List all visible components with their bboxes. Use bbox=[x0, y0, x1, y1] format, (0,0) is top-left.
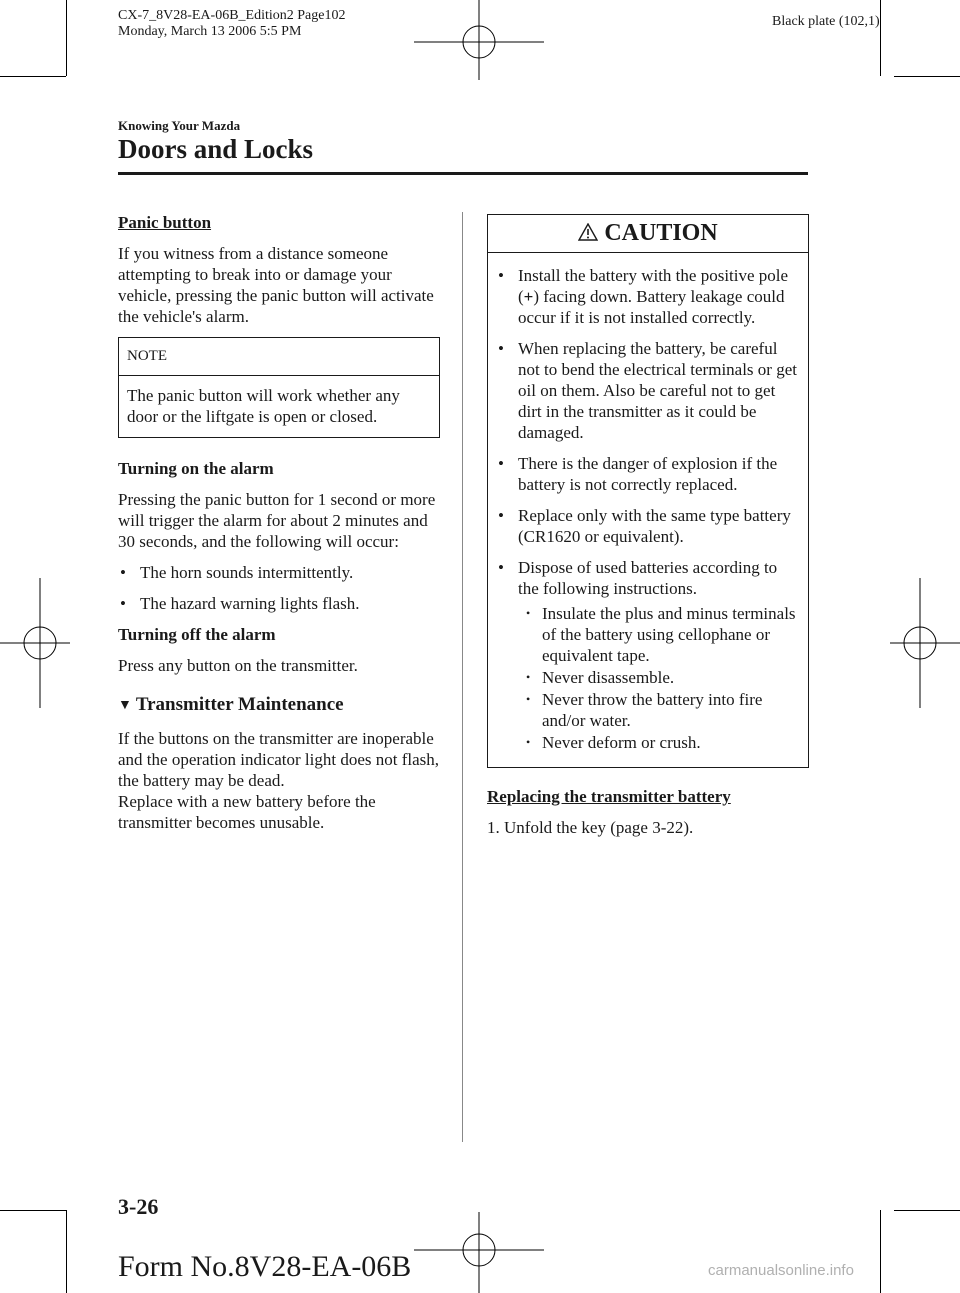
list-item: • The hazard warning lights flash. bbox=[118, 593, 440, 614]
section-label: Knowing Your Mazda bbox=[118, 118, 241, 133]
print-metadata-line2: Monday, March 13 2006 5:5 PM bbox=[118, 24, 302, 39]
list-item: • Never disassemble. bbox=[524, 667, 800, 688]
form-number: Form No.8V28-EA-06B bbox=[118, 1250, 412, 1283]
registration-mark-bottom bbox=[414, 1212, 544, 1293]
maintenance-text-2: Replace with a new battery before the transmitter becomes unusable. bbox=[118, 792, 376, 832]
crop-mark bbox=[880, 0, 881, 76]
crop-mark bbox=[880, 1210, 881, 1293]
triangle-down-icon: ▼ bbox=[118, 698, 132, 713]
print-metadata bbox=[118, 8, 345, 40]
list-item: • Never throw the battery into fire and/or water. bbox=[524, 689, 800, 731]
panic-button-text: If you witness from a distance someone attempting to break into or damage your vehicle, pressing the panic button will activate the vehicle's alarm. bbox=[118, 244, 434, 326]
maintenance-heading bbox=[118, 694, 440, 716]
maintenance-text-1: If the buttons on the transmitter are inoperable and the operation indicator light does not flash, the battery may be dead. bbox=[118, 729, 440, 790]
list-item: • Insulate the plus and minus terminals of the battery using cellophane or equivalent tape. bbox=[524, 603, 800, 666]
left-column bbox=[118, 212, 440, 833]
step-1: 1. Unfold the key (page 3-22). bbox=[487, 818, 694, 837]
caution-item bbox=[496, 265, 800, 328]
registration-mark-left bbox=[0, 578, 70, 708]
caution-title: CAUTION bbox=[604, 220, 718, 246]
crop-mark bbox=[0, 1210, 66, 1211]
note-title: NOTE bbox=[119, 338, 439, 376]
page-title: Doors and Locks bbox=[118, 134, 314, 164]
watermark: carmanualsonline.info bbox=[708, 1262, 854, 1279]
maintenance-heading-label: Transmitter Maintenance bbox=[135, 694, 344, 715]
alarm-on-heading: Turning on the alarm bbox=[118, 459, 274, 478]
caution-item: • When replacing the battery, be careful not to bend the electrical terminals or get oil on them. Also be careful not to get dirt in the transmitter as it could be damaged. bbox=[496, 338, 800, 443]
caution-item: • Replace only with the same type battery (CR1620 or equivalent). bbox=[496, 505, 800, 547]
plus-icon: + bbox=[523, 287, 534, 306]
caution-body bbox=[488, 253, 808, 767]
caution-box bbox=[487, 214, 809, 768]
note-text: The panic button will work whether any door or the liftgate is open or closed. bbox=[127, 386, 400, 426]
caution-item: • There is the danger of explosion if the battery is not correctly replaced. bbox=[496, 453, 800, 495]
alarm-off-heading: Turning off the alarm bbox=[118, 625, 276, 644]
crop-mark bbox=[894, 1210, 960, 1211]
replace-battery-heading: Replacing the transmitter battery bbox=[487, 787, 731, 806]
note-box bbox=[118, 337, 440, 438]
caution-item-text: ) facing down. Battery leakage could occur if it is not installed correctly. bbox=[518, 287, 785, 327]
list-item: • The horn sounds intermittently. bbox=[118, 562, 440, 583]
caution-item-text: Install the battery with the positive pole ( bbox=[518, 266, 789, 306]
print-metadata-line1: CX-7_8V28-EA-06B_Edition2 Page102 bbox=[118, 8, 346, 23]
warning-icon bbox=[578, 223, 598, 241]
caution-item: • Dispose of used batteries according to the following instructions. bbox=[496, 557, 800, 599]
title-rule bbox=[118, 172, 808, 175]
caution-header bbox=[488, 215, 808, 253]
crop-mark bbox=[894, 76, 960, 77]
alarm-on-text: Pressing the panic button for 1 second or more will trigger the alarm for about 2 minutes and 30 seconds, and the following will occur: bbox=[118, 490, 436, 551]
page-number: 3-26 bbox=[118, 1194, 159, 1219]
crop-mark bbox=[66, 0, 67, 76]
crop-mark bbox=[0, 76, 66, 77]
panic-button-heading: Panic button bbox=[118, 213, 212, 232]
alarm-off-text: Press any button on the transmitter. bbox=[118, 656, 358, 675]
registration-mark-right bbox=[890, 578, 960, 708]
crop-mark bbox=[66, 1210, 67, 1293]
right-column bbox=[487, 214, 809, 848]
disposal-instructions bbox=[524, 603, 800, 753]
plate-label: Black plate (102,1) bbox=[772, 14, 880, 29]
column-divider bbox=[462, 212, 463, 1142]
registration-mark-top bbox=[414, 0, 544, 80]
list-item: • Never deform or crush. bbox=[524, 732, 800, 753]
